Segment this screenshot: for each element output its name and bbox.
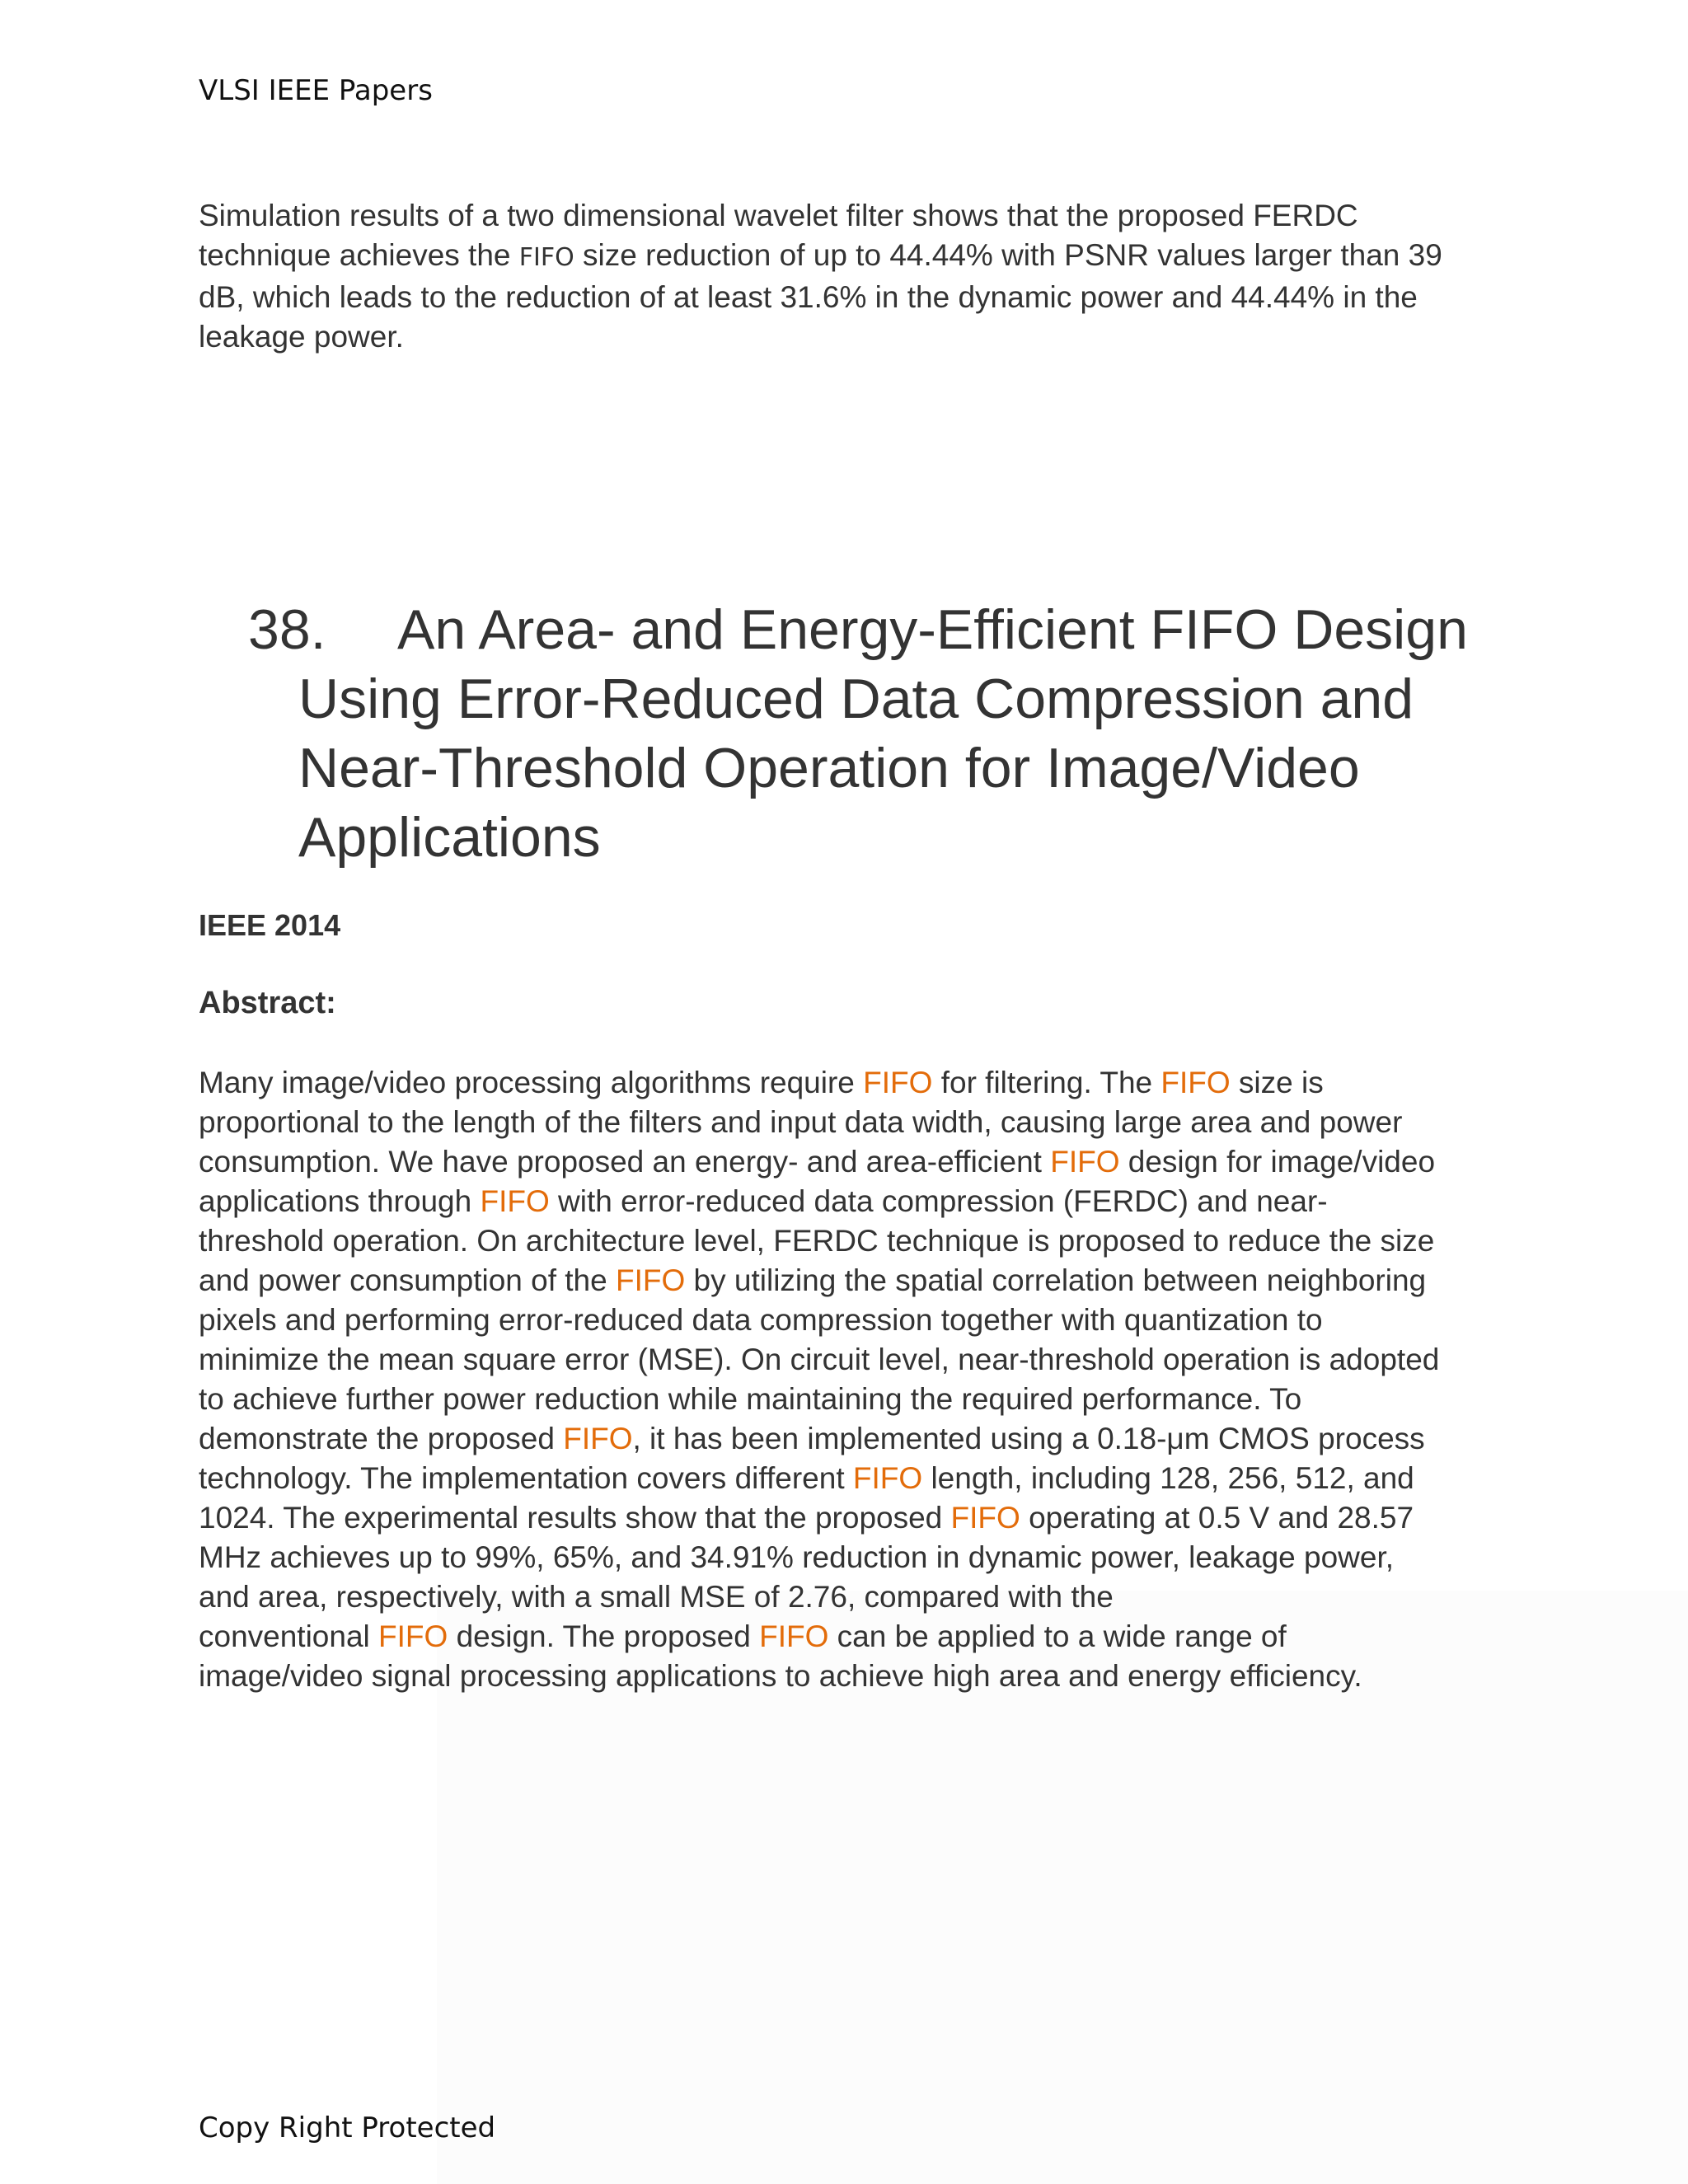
fifo-term: FIFO bbox=[1160, 1066, 1231, 1099]
abstract-line: technology. The implementation covers different FIFO length, including 128, 256, 512, and bbox=[199, 1461, 1414, 1495]
paper-title bbox=[248, 595, 1567, 872]
abstract-line: conventional FIFO design. The proposed FIFO can be applied to a wide range of bbox=[199, 1619, 1287, 1653]
abstract-line: consumption. We have proposed an energy- and area-efficient FIFO design for image/video bbox=[199, 1145, 1436, 1179]
abstract-line: pixels and performing error-reduced data compression together with quantization to bbox=[199, 1303, 1323, 1337]
abstract-line: to achieve further power reduction while maintaining the required performance. To bbox=[199, 1382, 1302, 1416]
title-line: Near-Threshold Operation for Image/Video bbox=[298, 737, 1360, 799]
intro-paragraph bbox=[199, 196, 1501, 357]
publication-year: IEEE 2014 bbox=[199, 908, 341, 942]
abstract-line: Many image/video processing algorithms require FIFO for filtering. The FIFO size is bbox=[199, 1066, 1324, 1099]
fifo-term: FIFO bbox=[563, 1422, 633, 1455]
page-header: VLSI IEEE Papers bbox=[199, 74, 433, 107]
title-line: Using Error-Reduced Data Compression and bbox=[298, 668, 1414, 730]
abstract-line: 1024. The experimental results show that the proposed FIFO operating at 0.5 V and 28.57 bbox=[199, 1501, 1414, 1535]
abstract-heading: Abstract: bbox=[199, 986, 336, 1020]
fifo-term: FIFO bbox=[480, 1184, 550, 1218]
page-footer: Copy Right Protected bbox=[199, 2111, 496, 2144]
intro-text: leakage power. bbox=[199, 320, 404, 354]
intro-text: dB, which leads to the reduction of at least 31.6% in the dynamic power and 44.44% in the bbox=[199, 280, 1418, 314]
abstract-line: demonstrate the proposed FIFO, it has been implemented using a 0.18-μm CMOS process bbox=[199, 1422, 1425, 1455]
fifo-term: FIFO bbox=[378, 1619, 448, 1653]
abstract-line: proportional to the length of the filters and input data width, causing large area and power bbox=[199, 1105, 1403, 1139]
abstract-line: threshold operation. On architecture level, FERDC technique is proposed to reduce the size bbox=[199, 1224, 1435, 1258]
fifo-term: FIFO bbox=[616, 1263, 686, 1297]
abstract-line: image/video signal processing applications to achieve high area and energy efficiency. bbox=[199, 1659, 1362, 1693]
abstract-line: applications through FIFO with error-reduced data compression (FERDC) and near- bbox=[199, 1184, 1328, 1218]
intro-text: size reduction of up to 44.44% with PSNR values larger than 39 bbox=[574, 238, 1442, 272]
fifo-term: FIFO bbox=[852, 1461, 923, 1495]
fifo-term: FIFO bbox=[950, 1501, 1020, 1535]
intro-text: technique achieves the bbox=[199, 238, 519, 272]
abstract-line: minimize the mean square error (MSE). On circuit level, near-threshold operation is adopted bbox=[199, 1343, 1440, 1376]
intro-text: Simulation results of a two dimensional wavelet filter shows that the proposed FERDC bbox=[199, 199, 1358, 232]
fifo-term: FIFO bbox=[1050, 1145, 1120, 1179]
abstract-line: and area, respectively, with a small MSE of 2.76, compared with the bbox=[199, 1580, 1114, 1614]
fifo-term: FIFO bbox=[863, 1066, 933, 1099]
intro-fifo-term: FIFO bbox=[518, 243, 574, 272]
abstract-body bbox=[199, 1063, 1501, 1696]
fifo-term: FIFO bbox=[759, 1619, 829, 1653]
abstract-line: and power consumption of the FIFO by utilizing the spatial correlation between neighboring bbox=[199, 1263, 1427, 1297]
title-line: An Area- and Energy-Efficient FIFO Design bbox=[397, 598, 1468, 661]
title-line: Applications bbox=[298, 806, 601, 869]
abstract-line: MHz achieves up to 99%, 65%, and 34.91% reduction in dynamic power, leakage power, bbox=[199, 1540, 1395, 1574]
paper-number: 38. bbox=[248, 598, 326, 661]
